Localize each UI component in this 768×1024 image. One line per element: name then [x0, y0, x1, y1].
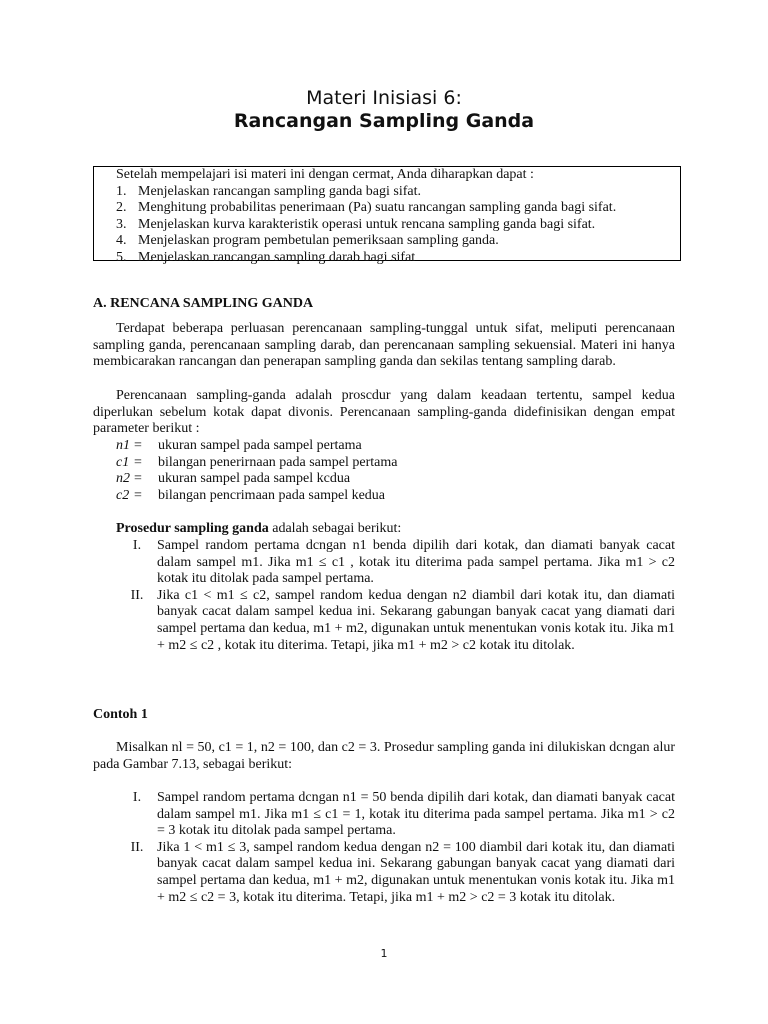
parameter-symbol: c1 — [116, 454, 130, 470]
objective-text: Menghitung probabilitas penerimaan (Pa) suatu rancangan sampling ganda bagi sifat. — [138, 200, 617, 216]
document-title-line2: Rancangan Sampling Ganda — [233, 110, 535, 132]
procedure-step — [93, 538, 675, 588]
example-step — [93, 840, 675, 906]
objective-item: 1. Menjelaskan rancangan sampling ganda bagi sifat. — [116, 183, 422, 199]
parameter-row: c2 = bilangan pencrimaan pada sampel kedua — [116, 487, 386, 503]
objective-item: 3. Menjelaskan kurva karakteristik operasi untuk rencana sampling ganda bagi sifat. — [116, 216, 596, 232]
procedure-intro-text: adalah sebagai berikut: — [268, 521, 402, 536]
parameter-list — [93, 438, 675, 504]
parameter-description: ukuran sampel pada sampel kcdua — [158, 471, 351, 487]
parameter-row: n2 = ukuran sampel pada sampel kcdua — [116, 471, 351, 487]
parameter-description: bilangan pencrimaan pada sampel kedua — [158, 487, 386, 503]
procedure-step-number: I. — [132, 538, 142, 553]
procedure-step-text: Sampel random pertama dcngan n1 benda dipilih dari kotak, dan diamati banyak cacat dalam sampel m1. Jika m1 ≤ c1 , kotak itu diterima pada sampel pertama. Jika m1 > c2 kotak itu ditolak pada sampel pertama. — [157, 538, 675, 587]
example-step-number: II. — [130, 839, 144, 855]
procedure-intro-bold: Prosedur sampling ganda — [116, 521, 269, 536]
parameter-description: bilangan penerirnaan pada sampel pertama — [158, 454, 398, 470]
procedure-intro — [93, 521, 675, 538]
objective-text: Menjelaskan rancangan sampling ganda bagi sifat. — [138, 183, 422, 199]
page-number: 1 — [380, 947, 388, 960]
procedure-step — [93, 588, 675, 654]
section-a-heading: A. RENCANA SAMPLING GANDA — [93, 296, 314, 311]
section-a-paragraph-2: Perencanaan sampling-ganda adalah proscdur yang dalam keadaan tertentu, sampel kedua diperlukan sebelum kotak dapat divonis. Perencanaan sampling-ganda didefinisikan dengan empat parameter berikut : — [93, 388, 675, 437]
objective-item: 4. Menjelaskan program pembetulan pemeriksaan sampling ganda. — [116, 233, 499, 249]
objective-item: 2. Menghitung probabilitas penerimaan (Pa) suatu rancangan sampling ganda bagi sifat. — [116, 200, 617, 216]
example-intro: Misalkan nl = 50, c1 = 1, n2 = 100, dan c2 = 3. Prosedur sampling ganda ini dilukiskan dcngan alur pada Gambar 7.13, sebagai berikut: — [93, 740, 675, 772]
parameter-row: n1 = ukuran sampel pada sampel pertama — [116, 438, 362, 453]
parameter-symbol: n2 — [116, 471, 130, 487]
objective-text: Menjelaskan rancangan sampling darab bagi sifat — [138, 249, 416, 265]
example-heading: Contoh 1 — [93, 707, 148, 722]
parameter-symbol: c2 — [116, 487, 130, 503]
procedure-list — [93, 538, 675, 654]
parameter-description: ukuran sampel pada sampel pertama — [158, 438, 362, 453]
example-step-text: Sampel random pertama dcngan n1 = 50 benda dipilih dari kotak, dan diamati banyak cacat dalam sampel m1. Jika m1 ≤ c1 = 1, kotak itu diterima pada sampel pertama. Jika m1 > c2 = 3 kotak itu ditolak pada sampel pertama. — [157, 790, 675, 839]
objectives-intro: Setelah mempelajari isi materi ini dengan cermat, Anda diharapkan dapat : — [116, 167, 534, 182]
parameter-symbol: n1 — [116, 438, 130, 453]
objective-text: Menjelaskan program pembetulan pemeriksaan sampling ganda. — [138, 233, 499, 249]
example-steps — [93, 790, 675, 906]
example-step-number: I. — [132, 790, 142, 805]
procedure-step-number: II. — [130, 587, 144, 603]
objectives-box — [93, 166, 681, 265]
objective-item: 5. Menjelaskan rancangan sampling darab bagi sifat — [116, 249, 416, 265]
section-a-paragraph-1: Terdapat beberapa perluasan perencanaan sampling-tunggal untuk sifat, meliputi perencanaan sampling ganda, perencanaan sampling darab, dan perencanaan sampling sekuensial. Materi ini hanya membicarakan rancangan dan penerapan sampling ganda dan sekilas tentang sampling darab. — [93, 321, 675, 370]
document-title-line1: Materi Inisiasi 6: — [306, 87, 462, 109]
example-step-text: Jika 1 < m1 ≤ 3, sampel random kedua dengan n2 = 100 diambil dari kotak itu, dan diamati banyak cacat dalam sampel kedua ini. Sekarang gabungan banyak cacat yang diamati dari sampel pertama dan kedua, m1 + m2, digunakan untuk menentukan vonis kotak itu. Jika m1 + m2 ≤ c2 = 3, kotak itu diterima. Tetapi, jika m1 + m2 > c2 = 3 kotak itu ditolak. — [157, 839, 675, 905]
parameter-row: c1 = bilangan penerirnaan pada sampel pertama — [116, 454, 398, 470]
procedure-step-text: Jika c1 < m1 ≤ c2, sampel random kedua dengan n2 diambil dari kotak itu, dan diamati banyak cacat dalam sampel kedua ini. Sekarang gabungan banyak cacat yang diamati dari sampel pertama dan kedua, m1 + m2, digunakan untuk menentukan vonis kotak itu. Jika m1 + m2 ≤ c2 , kotak itu diterima. Tetapi, jika m1 + m2 > c2 kotak itu ditolak. — [157, 587, 675, 653]
example-step — [93, 790, 675, 840]
objective-text: Menjelaskan kurva karakteristik operasi untuk rencana sampling ganda bagi sifat. — [138, 216, 596, 232]
